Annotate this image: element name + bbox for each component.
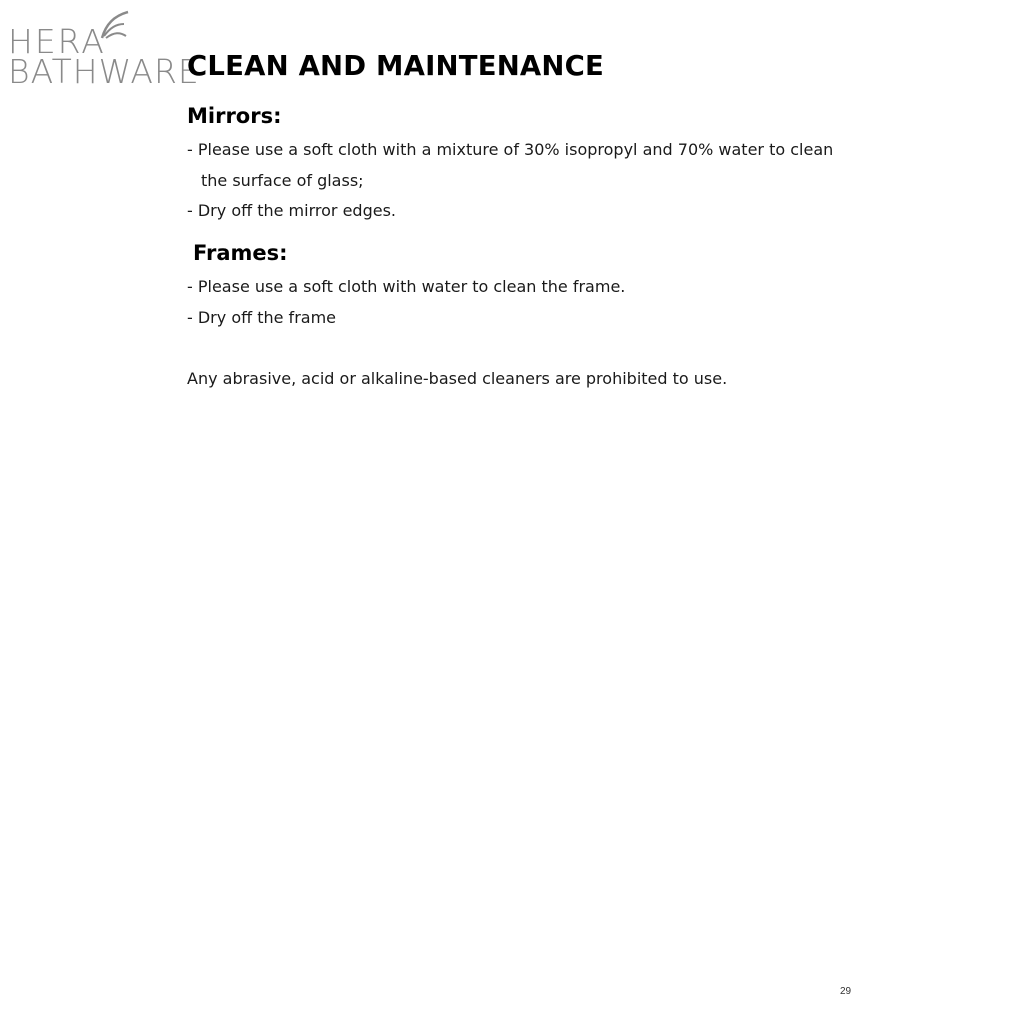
logo-text-hera: HERA xyxy=(8,22,106,61)
page-number: 29 xyxy=(840,986,852,997)
mirrors-instruction-line: - Please use a soft cloth with a mixture of 30% isopropyl and 70% water to clean xyxy=(187,140,834,159)
logo-text-bathware: BATHWARE xyxy=(8,52,200,91)
section-heading-frames: Frames: xyxy=(193,241,288,265)
frames-instruction-line: - Dry off the frame xyxy=(187,308,336,327)
mirrors-instruction-line: - Dry off the mirror edges. xyxy=(187,201,396,220)
page-title: CLEAN AND MAINTENANCE xyxy=(187,50,604,82)
mirrors-instruction-line: the surface of glass; xyxy=(201,171,364,190)
cleaner-warning-note: Any abrasive, acid or alkaline-based cleaners are prohibited to use. xyxy=(187,369,728,388)
frames-instruction-line: - Please use a soft cloth with water to clean the frame. xyxy=(187,277,626,296)
section-heading-mirrors: Mirrors: xyxy=(187,104,282,128)
